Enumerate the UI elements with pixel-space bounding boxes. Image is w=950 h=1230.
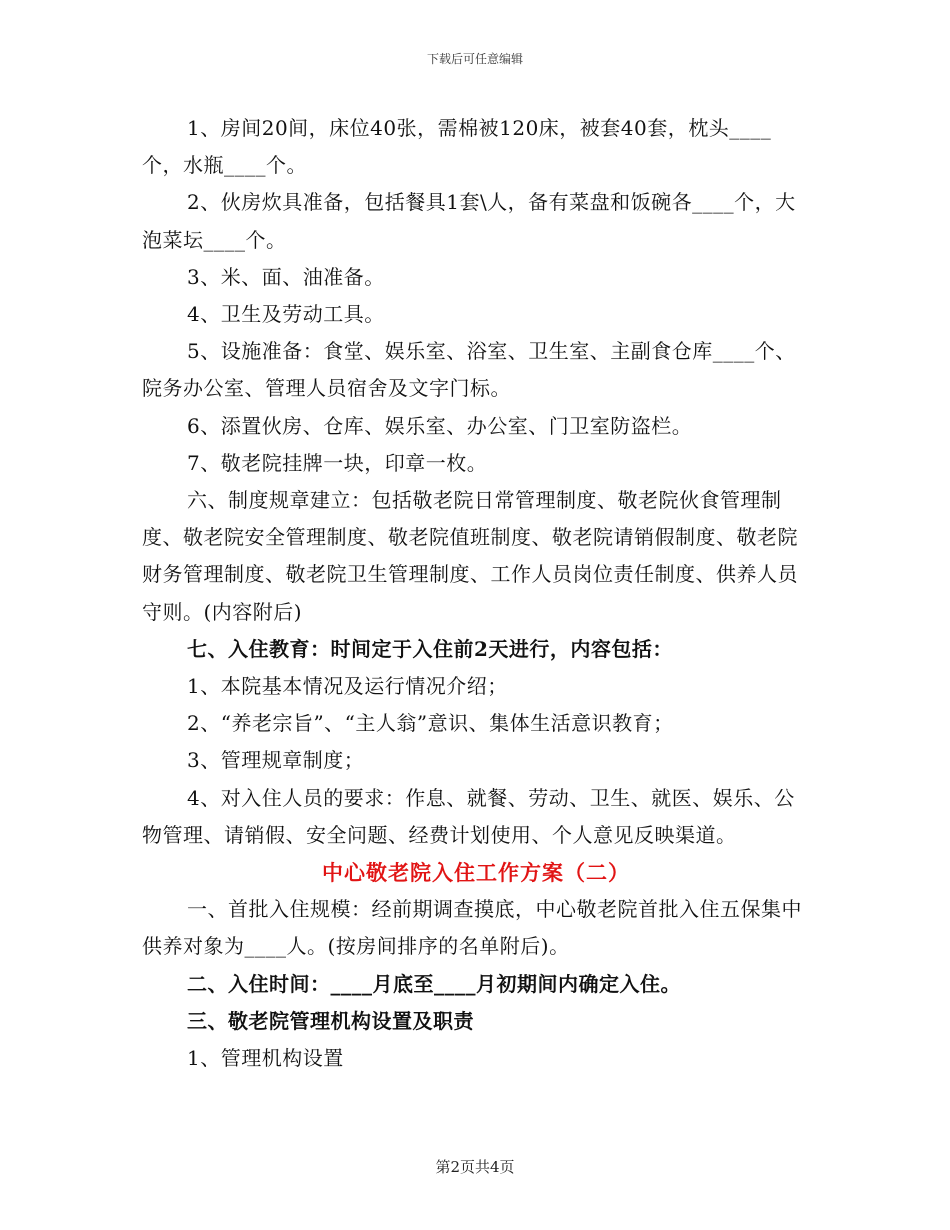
- paragraph-first-batch-scale: 一、首批入住规模：经前期调查摸底，中心敬老院首批入住五保集中供养对象为____人。(按房间排序的名单附后)。: [142, 897, 802, 959]
- paragraph-item-7: 7、敬老院挂牌一块，印章一枚。: [187, 450, 488, 475]
- paragraph-management-heading: 三、敬老院管理机构设置及职责: [187, 1008, 474, 1033]
- paragraph-education-4: 4、对入住人员的要求：作息、就餐、劳动、卫生、就医、娱乐、公物管理、请销假、安全问题、经费计划使用、个人意见反映渠道。: [142, 785, 795, 847]
- paragraph-rules-section: 六、制度规章建立：包括敬老院日常管理制度、敬老院伙食管理制度、敬老院安全管理制度、敬老院值班制度、敬老院请销假制度、敬老院财务管理制度、敬老院卫生管理制度、工作人员岗位责任制度、供养人员守则。(内容附后): [142, 488, 798, 624]
- paragraph-management-setup: 1、管理机构设置: [187, 1046, 344, 1071]
- paragraph-item-1: 1、房间20间，床位40张，需棉被120床，被套40套，枕头____个，水瓶____个。: [142, 116, 772, 178]
- page-number-footer: 第2页共4页: [435, 1158, 515, 1176]
- section-title-plan-two: 中心敬老院入住工作方案（二）: [322, 860, 630, 886]
- paragraph-item-2: 2、伙房炊具准备，包括餐具1套\人，备有菜盘和饭碗各____个，大泡菜坛____个。: [142, 190, 796, 252]
- paragraph-education-heading: 七、入住教育：时间定于入住前2天进行，内容包括：: [187, 636, 673, 661]
- paragraph-move-in-time: 二、入住时间：____月底至____月初期间内确定入住。: [187, 971, 681, 996]
- paragraph-item-3: 3、米、面、油准备。: [187, 264, 385, 289]
- paragraph-education-3: 3、管理规章制度；: [187, 748, 365, 773]
- paragraph-education-2: 2、“养老宗旨”、“主人翁”意识、集体生活意识教育；: [187, 711, 674, 736]
- document-body: [142, 110, 810, 1077]
- paragraph-item-5: 5、设施准备：食堂、娱乐室、浴室、卫生室、主副食仓库____个、院务办公室、管理人员宿舍及文字门标。: [142, 339, 796, 401]
- paragraph-education-1: 1、本院基本情况及运行情况介绍；: [187, 674, 508, 699]
- paragraph-item-4: 4、卫生及劳动工具。: [187, 302, 385, 327]
- paragraph-item-6: 6、添置伙房、仓库、娱乐室、办公室、门卫室防盗栏。: [187, 413, 693, 438]
- page-header-note: 下载后可任意编辑: [426, 52, 523, 66]
